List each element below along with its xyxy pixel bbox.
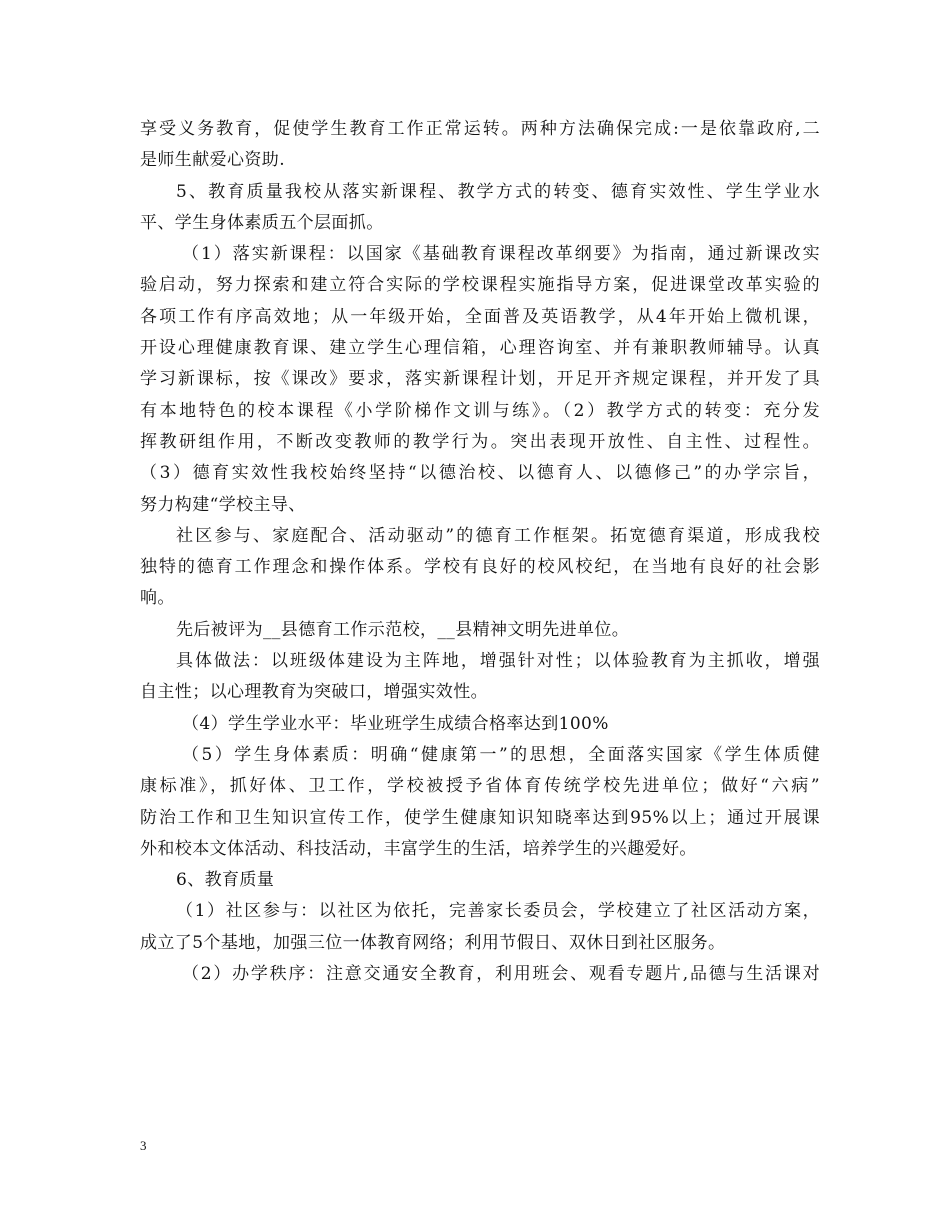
text-line: （1）社区参与：以社区为依托，完善家长委员会，学校建立了社区活动方案， <box>176 901 820 922</box>
text-line: 是师生献爱心资助. <box>140 150 286 171</box>
text-line: 开设心理健康教育课、建立学生心理信箱，心理咨询室、并有兼职教师辅导。认真 <box>140 338 820 359</box>
text-line: 各项工作有序高效地；从一年级开始，全面普及英语教学，从4年开始上微机课， <box>140 306 820 327</box>
text-line: 具体做法：以班级体建设为主阵地，增强针对性；以体验教育为主抓收，增强 <box>176 651 820 672</box>
text-line: （2）办学秩序：注意交通安全教育，利用班会、观看专题片,品德与生活课对 <box>182 964 820 985</box>
text-line: 康标准》，抓好体、卫工作，学校被授予省体育传统学校先进单位；做好“六病” <box>140 776 820 797</box>
text-line: 5、教育质量我校从落实新课程、教学方式的转变、德育实效性、学生学业水 <box>176 181 820 202</box>
text-line: 努力构建“学校主导、 <box>140 494 306 515</box>
text-line: （1）落实新课程：以国家《基础教育课程改革纲要》为指南，通过新课改实 <box>182 244 820 265</box>
text-line: 学习新课标，按《课改》要求，落实新课程计划，开足开齐规定课程，并开发了具 <box>140 369 820 390</box>
text-line: 挥教研组作用，不断改变教师的教学行为。突出表现开放性、自主性、过程性。 <box>140 431 820 452</box>
text-line: 独特的德育工作理念和操作体系。学校有良好的校风校纪，在当地有良好的社会影 <box>140 557 820 578</box>
text-line: 有本地特色的校本课程《小学阶梯作文训与练》。（2）教学方式的转变：充分发 <box>140 400 820 421</box>
text-line: 响。 <box>140 588 175 609</box>
document-body <box>140 114 820 990</box>
text-line: 自主性；以心理教育为突破口，增强实效性。 <box>140 682 488 703</box>
text-line: 验启动，努力探索和建立符合实际的学校课程实施指导方案，促进课堂改革实验的 <box>140 275 820 296</box>
text-line: 外和校本文体活动、科技活动，丰富学生的生活，培养学生的兴趣爱好。 <box>140 838 697 859</box>
text-line: 平、学生身体素质五个层面抓。 <box>140 212 384 233</box>
text-line: （5）学生身体素质：明确“健康第一”的思想，全面落实国家《学生体质健 <box>182 744 820 765</box>
text-line: 享受义务教育，促使学生教育工作正常运转。两种方法确保完成:一是依靠政府,二 <box>140 119 820 139</box>
text-line: 先后被评为__县德育工作示范校，__县精神文明先进单位。 <box>176 619 630 640</box>
page-number: 3 <box>140 1138 147 1153</box>
text-line: 防治工作和卫生知识宣传工作，使学生健康知识知晓率达到95%以上；通过开展课 <box>140 807 820 828</box>
text-line: （3）德育实效性我校始终坚持“以德治校、以德育人、以德修己”的办学宗旨， <box>140 463 820 484</box>
text-line: 社区参与、家庭配合、活动驱动”的德育工作框架。拓宽德育渠道，形成我校 <box>176 525 820 546</box>
text-line: （4）学生学业水平：毕业班学生成绩合格率达到100% <box>182 713 609 734</box>
text-line: 成立了5个基地，加强三位一体教育网络；利用节假日、双休日到社区服务。 <box>140 932 726 953</box>
text-line: 6、教育质量 <box>176 870 275 891</box>
